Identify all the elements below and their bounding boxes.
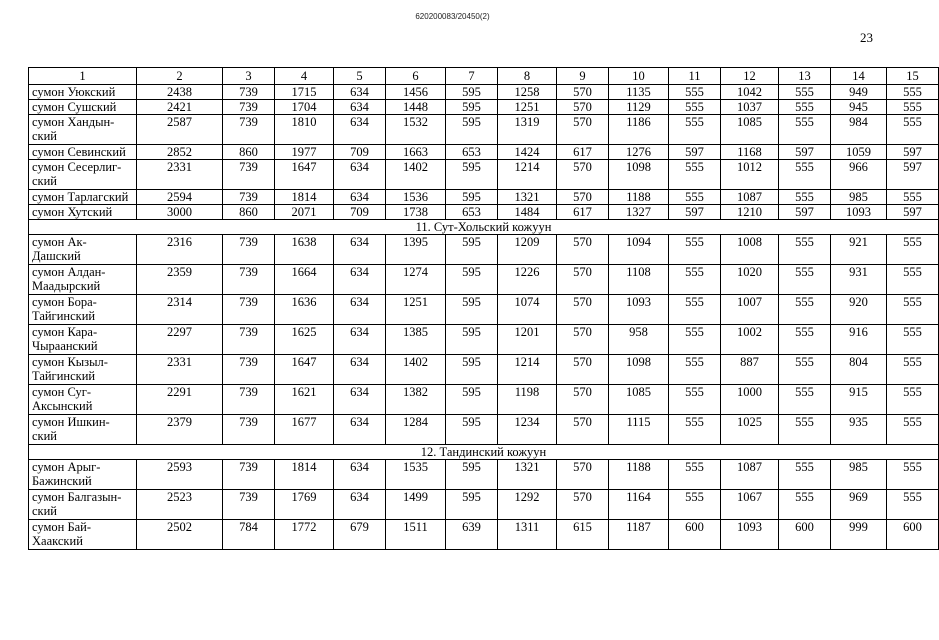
value-cell: 1210 [721,205,779,220]
value-cell: 1251 [498,100,557,115]
value-cell: 709 [334,145,386,160]
value-cell: 1532 [386,115,446,145]
value-cell: 597 [887,145,939,160]
table-row [29,100,939,115]
value-cell: 958 [609,325,669,355]
value-cell: 1188 [609,190,669,205]
value-cell: 570 [557,265,609,295]
value-cell: 2331 [137,355,223,385]
value-cell: 2379 [137,415,223,445]
value-cell: 2502 [137,520,223,550]
value-cell: 1715 [275,85,334,100]
column-header: 8 [498,68,557,85]
value-cell: 1198 [498,385,557,415]
value-cell: 966 [831,160,887,190]
value-cell: 597 [887,160,939,190]
value-cell: 1664 [275,265,334,295]
value-cell: 555 [779,265,831,295]
district-name-cell: сумон Сушский [29,100,137,115]
value-cell: 1621 [275,385,334,415]
value-cell: 739 [223,415,275,445]
value-cell: 931 [831,265,887,295]
column-header: 11 [669,68,721,85]
table-row [29,520,939,550]
district-name-cell: сумон Хутский [29,205,137,220]
value-cell: 679 [334,520,386,550]
value-cell: 1327 [609,205,669,220]
value-cell: 555 [887,265,939,295]
value-cell: 617 [557,205,609,220]
value-cell: 739 [223,115,275,145]
value-cell: 555 [669,295,721,325]
value-cell: 1625 [275,325,334,355]
value-cell: 1135 [609,85,669,100]
value-cell: 1020 [721,265,779,295]
value-cell: 1093 [831,205,887,220]
value-cell: 570 [557,295,609,325]
value-cell: 1536 [386,190,446,205]
table-row [29,385,939,415]
value-cell: 555 [669,325,721,355]
value-cell: 1382 [386,385,446,415]
district-name-cell: сумон Балгазын-ский [29,490,137,520]
table-body [29,68,939,550]
value-cell: 860 [223,205,275,220]
value-cell: 634 [334,85,386,100]
value-cell: 1059 [831,145,887,160]
value-cell: 570 [557,235,609,265]
column-header: 9 [557,68,609,85]
value-cell: 2593 [137,460,223,490]
value-cell: 1638 [275,235,334,265]
value-cell: 739 [223,355,275,385]
value-cell: 1772 [275,520,334,550]
value-cell: 1201 [498,325,557,355]
value-cell: 1769 [275,490,334,520]
value-cell: 555 [669,115,721,145]
value-cell: 1094 [609,235,669,265]
value-cell: 949 [831,85,887,100]
value-cell: 1042 [721,85,779,100]
value-cell: 555 [669,100,721,115]
value-cell: 555 [779,190,831,205]
value-cell: 570 [557,460,609,490]
document-id: 620200083/20450(2) [415,12,490,21]
page-number: 23 [860,30,873,45]
value-cell: 555 [669,415,721,445]
value-cell: 1284 [386,415,446,445]
value-cell: 555 [779,415,831,445]
value-cell: 985 [831,190,887,205]
column-header: 3 [223,68,275,85]
column-header: 15 [887,68,939,85]
value-cell: 1012 [721,160,779,190]
value-cell: 1321 [498,460,557,490]
value-cell: 2587 [137,115,223,145]
value-cell: 634 [334,325,386,355]
district-name-cell: сумон Хандын-ский [29,115,137,145]
value-cell: 555 [669,355,721,385]
value-cell: 1276 [609,145,669,160]
value-cell: 1168 [721,145,779,160]
value-cell: 1456 [386,85,446,100]
value-cell: 555 [779,490,831,520]
column-header: 5 [334,68,386,85]
value-cell: 1395 [386,235,446,265]
value-cell: 1402 [386,160,446,190]
value-cell: 555 [669,235,721,265]
table-row [29,160,939,190]
value-cell: 555 [887,325,939,355]
value-cell: 555 [669,385,721,415]
value-cell: 555 [887,385,939,415]
value-cell: 1321 [498,190,557,205]
district-name-cell: сумон Уюкский [29,85,137,100]
value-cell: 1187 [609,520,669,550]
value-cell: 887 [721,355,779,385]
value-cell: 2438 [137,85,223,100]
value-cell: 1037 [721,100,779,115]
value-cell: 555 [669,160,721,190]
value-cell: 739 [223,460,275,490]
value-cell: 570 [557,355,609,385]
value-cell: 555 [779,460,831,490]
district-name-cell: сумон Кара-Чыраанский [29,325,137,355]
value-cell: 1535 [386,460,446,490]
value-cell: 1008 [721,235,779,265]
table-header-row [29,68,939,85]
value-cell: 921 [831,235,887,265]
value-cell: 634 [334,115,386,145]
value-cell: 739 [223,385,275,415]
value-cell: 555 [669,265,721,295]
table-row [29,265,939,295]
column-header: 7 [446,68,498,85]
value-cell: 739 [223,235,275,265]
value-cell: 570 [557,190,609,205]
value-cell: 1188 [609,460,669,490]
district-name-cell: сумон Суг-Аксынский [29,385,137,415]
column-header: 2 [137,68,223,85]
value-cell: 1402 [386,355,446,385]
value-cell: 1007 [721,295,779,325]
value-cell: 570 [557,325,609,355]
value-cell: 1814 [275,460,334,490]
value-cell: 570 [557,385,609,415]
value-cell: 653 [446,145,498,160]
value-cell: 1186 [609,115,669,145]
value-cell: 555 [887,415,939,445]
value-cell: 617 [557,145,609,160]
value-cell: 1814 [275,190,334,205]
value-cell: 1663 [386,145,446,160]
value-cell: 916 [831,325,887,355]
section-title: 12. Тандинский кожуун [29,445,939,460]
value-cell: 739 [223,160,275,190]
value-cell: 1129 [609,100,669,115]
value-cell: 1424 [498,145,557,160]
value-cell: 595 [446,100,498,115]
value-cell: 739 [223,190,275,205]
column-header: 13 [779,68,831,85]
value-cell: 639 [446,520,498,550]
value-cell: 1484 [498,205,557,220]
table-row [29,460,939,490]
value-cell: 739 [223,325,275,355]
district-name-cell: сумон Тарлагский [29,190,137,205]
value-cell: 595 [446,190,498,205]
value-cell: 634 [334,265,386,295]
value-cell: 595 [446,85,498,100]
value-cell: 1098 [609,160,669,190]
value-cell: 570 [557,490,609,520]
value-cell: 595 [446,355,498,385]
value-cell: 555 [779,85,831,100]
value-cell: 984 [831,115,887,145]
value-cell: 595 [446,160,498,190]
value-cell: 1977 [275,145,334,160]
district-name-cell: сумон Бай-Хаакский [29,520,137,550]
value-cell: 555 [887,490,939,520]
value-cell: 1234 [498,415,557,445]
value-cell: 600 [669,520,721,550]
value-cell: 1810 [275,115,334,145]
value-cell: 595 [446,460,498,490]
value-cell: 570 [557,160,609,190]
value-cell: 804 [831,355,887,385]
value-cell: 1002 [721,325,779,355]
value-cell: 1000 [721,385,779,415]
value-cell: 634 [334,415,386,445]
value-cell: 709 [334,205,386,220]
value-cell: 3000 [137,205,223,220]
value-cell: 597 [779,205,831,220]
value-cell: 1214 [498,160,557,190]
value-cell: 1636 [275,295,334,325]
value-cell: 597 [887,205,939,220]
value-cell: 1093 [721,520,779,550]
value-cell: 653 [446,205,498,220]
table-row [29,145,939,160]
value-cell: 555 [779,295,831,325]
district-name-cell: сумон Сесерлиг-ский [29,160,137,190]
value-cell: 784 [223,520,275,550]
district-name-cell: сумон Арыг-Бажинский [29,460,137,490]
column-header: 12 [721,68,779,85]
value-cell: 555 [887,190,939,205]
value-cell: 595 [446,490,498,520]
value-cell: 570 [557,85,609,100]
value-cell: 1319 [498,115,557,145]
value-cell: 1385 [386,325,446,355]
value-cell: 1085 [609,385,669,415]
value-cell: 1647 [275,355,334,385]
value-cell: 1311 [498,520,557,550]
value-cell: 1209 [498,235,557,265]
value-cell: 555 [887,355,939,385]
value-cell: 634 [334,235,386,265]
value-cell: 555 [887,85,939,100]
table-row [29,115,939,145]
value-cell: 570 [557,415,609,445]
value-cell: 595 [446,385,498,415]
value-cell: 969 [831,490,887,520]
value-cell: 634 [334,160,386,190]
value-cell: 739 [223,265,275,295]
value-cell: 1108 [609,265,669,295]
value-cell: 1087 [721,460,779,490]
value-cell: 1704 [275,100,334,115]
table-row [29,85,939,100]
value-cell: 1511 [386,520,446,550]
value-cell: 595 [446,265,498,295]
value-cell: 555 [669,490,721,520]
value-cell: 2297 [137,325,223,355]
value-cell: 555 [779,325,831,355]
value-cell: 739 [223,295,275,325]
value-cell: 555 [887,115,939,145]
value-cell: 595 [446,115,498,145]
tariff-table [28,67,939,550]
value-cell: 1115 [609,415,669,445]
value-cell: 1448 [386,100,446,115]
value-cell: 2359 [137,265,223,295]
table-row [29,190,939,205]
table-row [29,490,939,520]
value-cell: 555 [779,385,831,415]
value-cell: 555 [779,355,831,385]
column-header: 6 [386,68,446,85]
value-cell: 555 [779,115,831,145]
value-cell: 1085 [721,115,779,145]
district-name-cell: сумон Ак-Дашский [29,235,137,265]
value-cell: 1025 [721,415,779,445]
value-cell: 985 [831,460,887,490]
value-cell: 600 [779,520,831,550]
value-cell: 555 [887,235,939,265]
value-cell: 1738 [386,205,446,220]
value-cell: 935 [831,415,887,445]
value-cell: 555 [669,85,721,100]
value-cell: 555 [887,100,939,115]
value-cell: 739 [223,490,275,520]
section-heading-row [29,220,939,235]
value-cell: 2594 [137,190,223,205]
table-row [29,325,939,355]
district-name-cell: сумон Алдан-Маадырский [29,265,137,295]
table-row [29,355,939,385]
value-cell: 555 [779,100,831,115]
value-cell: 739 [223,85,275,100]
value-cell: 1098 [609,355,669,385]
value-cell: 2852 [137,145,223,160]
value-cell: 597 [669,145,721,160]
value-cell: 1647 [275,160,334,190]
value-cell: 597 [779,145,831,160]
value-cell: 860 [223,145,275,160]
value-cell: 595 [446,415,498,445]
table-row [29,415,939,445]
district-name-cell: сумон Бора-Тайгинский [29,295,137,325]
value-cell: 920 [831,295,887,325]
value-cell: 2071 [275,205,334,220]
section-title: 11. Сут-Хольский кожуун [29,220,939,235]
value-cell: 739 [223,100,275,115]
section-heading-row [29,445,939,460]
district-name-cell: сумон Ишкин-ский [29,415,137,445]
value-cell: 555 [887,295,939,325]
table-row [29,205,939,220]
value-cell: 634 [334,100,386,115]
value-cell: 570 [557,115,609,145]
value-cell: 1087 [721,190,779,205]
value-cell: 1499 [386,490,446,520]
value-cell: 634 [334,295,386,325]
value-cell: 1274 [386,265,446,295]
value-cell: 634 [334,355,386,385]
table-row [29,295,939,325]
value-cell: 595 [446,325,498,355]
value-cell: 570 [557,100,609,115]
value-cell: 1074 [498,295,557,325]
value-cell: 555 [669,190,721,205]
value-cell: 915 [831,385,887,415]
value-cell: 1251 [386,295,446,325]
value-cell: 1677 [275,415,334,445]
value-cell: 597 [669,205,721,220]
table-row [29,235,939,265]
value-cell: 2421 [137,100,223,115]
value-cell: 2523 [137,490,223,520]
value-cell: 2316 [137,235,223,265]
value-cell: 615 [557,520,609,550]
value-cell: 634 [334,385,386,415]
value-cell: 2291 [137,385,223,415]
value-cell: 555 [779,235,831,265]
value-cell: 1067 [721,490,779,520]
value-cell: 945 [831,100,887,115]
value-cell: 634 [334,460,386,490]
value-cell: 1214 [498,355,557,385]
value-cell: 600 [887,520,939,550]
column-header: 1 [29,68,137,85]
value-cell: 1164 [609,490,669,520]
value-cell: 1292 [498,490,557,520]
value-cell: 1093 [609,295,669,325]
value-cell: 555 [669,460,721,490]
column-header: 4 [275,68,334,85]
value-cell: 555 [887,460,939,490]
district-name-cell: сумон Севинский [29,145,137,160]
value-cell: 1226 [498,265,557,295]
value-cell: 634 [334,190,386,205]
column-header: 14 [831,68,887,85]
column-header: 10 [609,68,669,85]
value-cell: 1258 [498,85,557,100]
value-cell: 555 [779,160,831,190]
value-cell: 634 [334,490,386,520]
value-cell: 595 [446,235,498,265]
value-cell: 999 [831,520,887,550]
value-cell: 595 [446,295,498,325]
value-cell: 2331 [137,160,223,190]
district-name-cell: сумон Кызыл-Тайгинский [29,355,137,385]
value-cell: 2314 [137,295,223,325]
